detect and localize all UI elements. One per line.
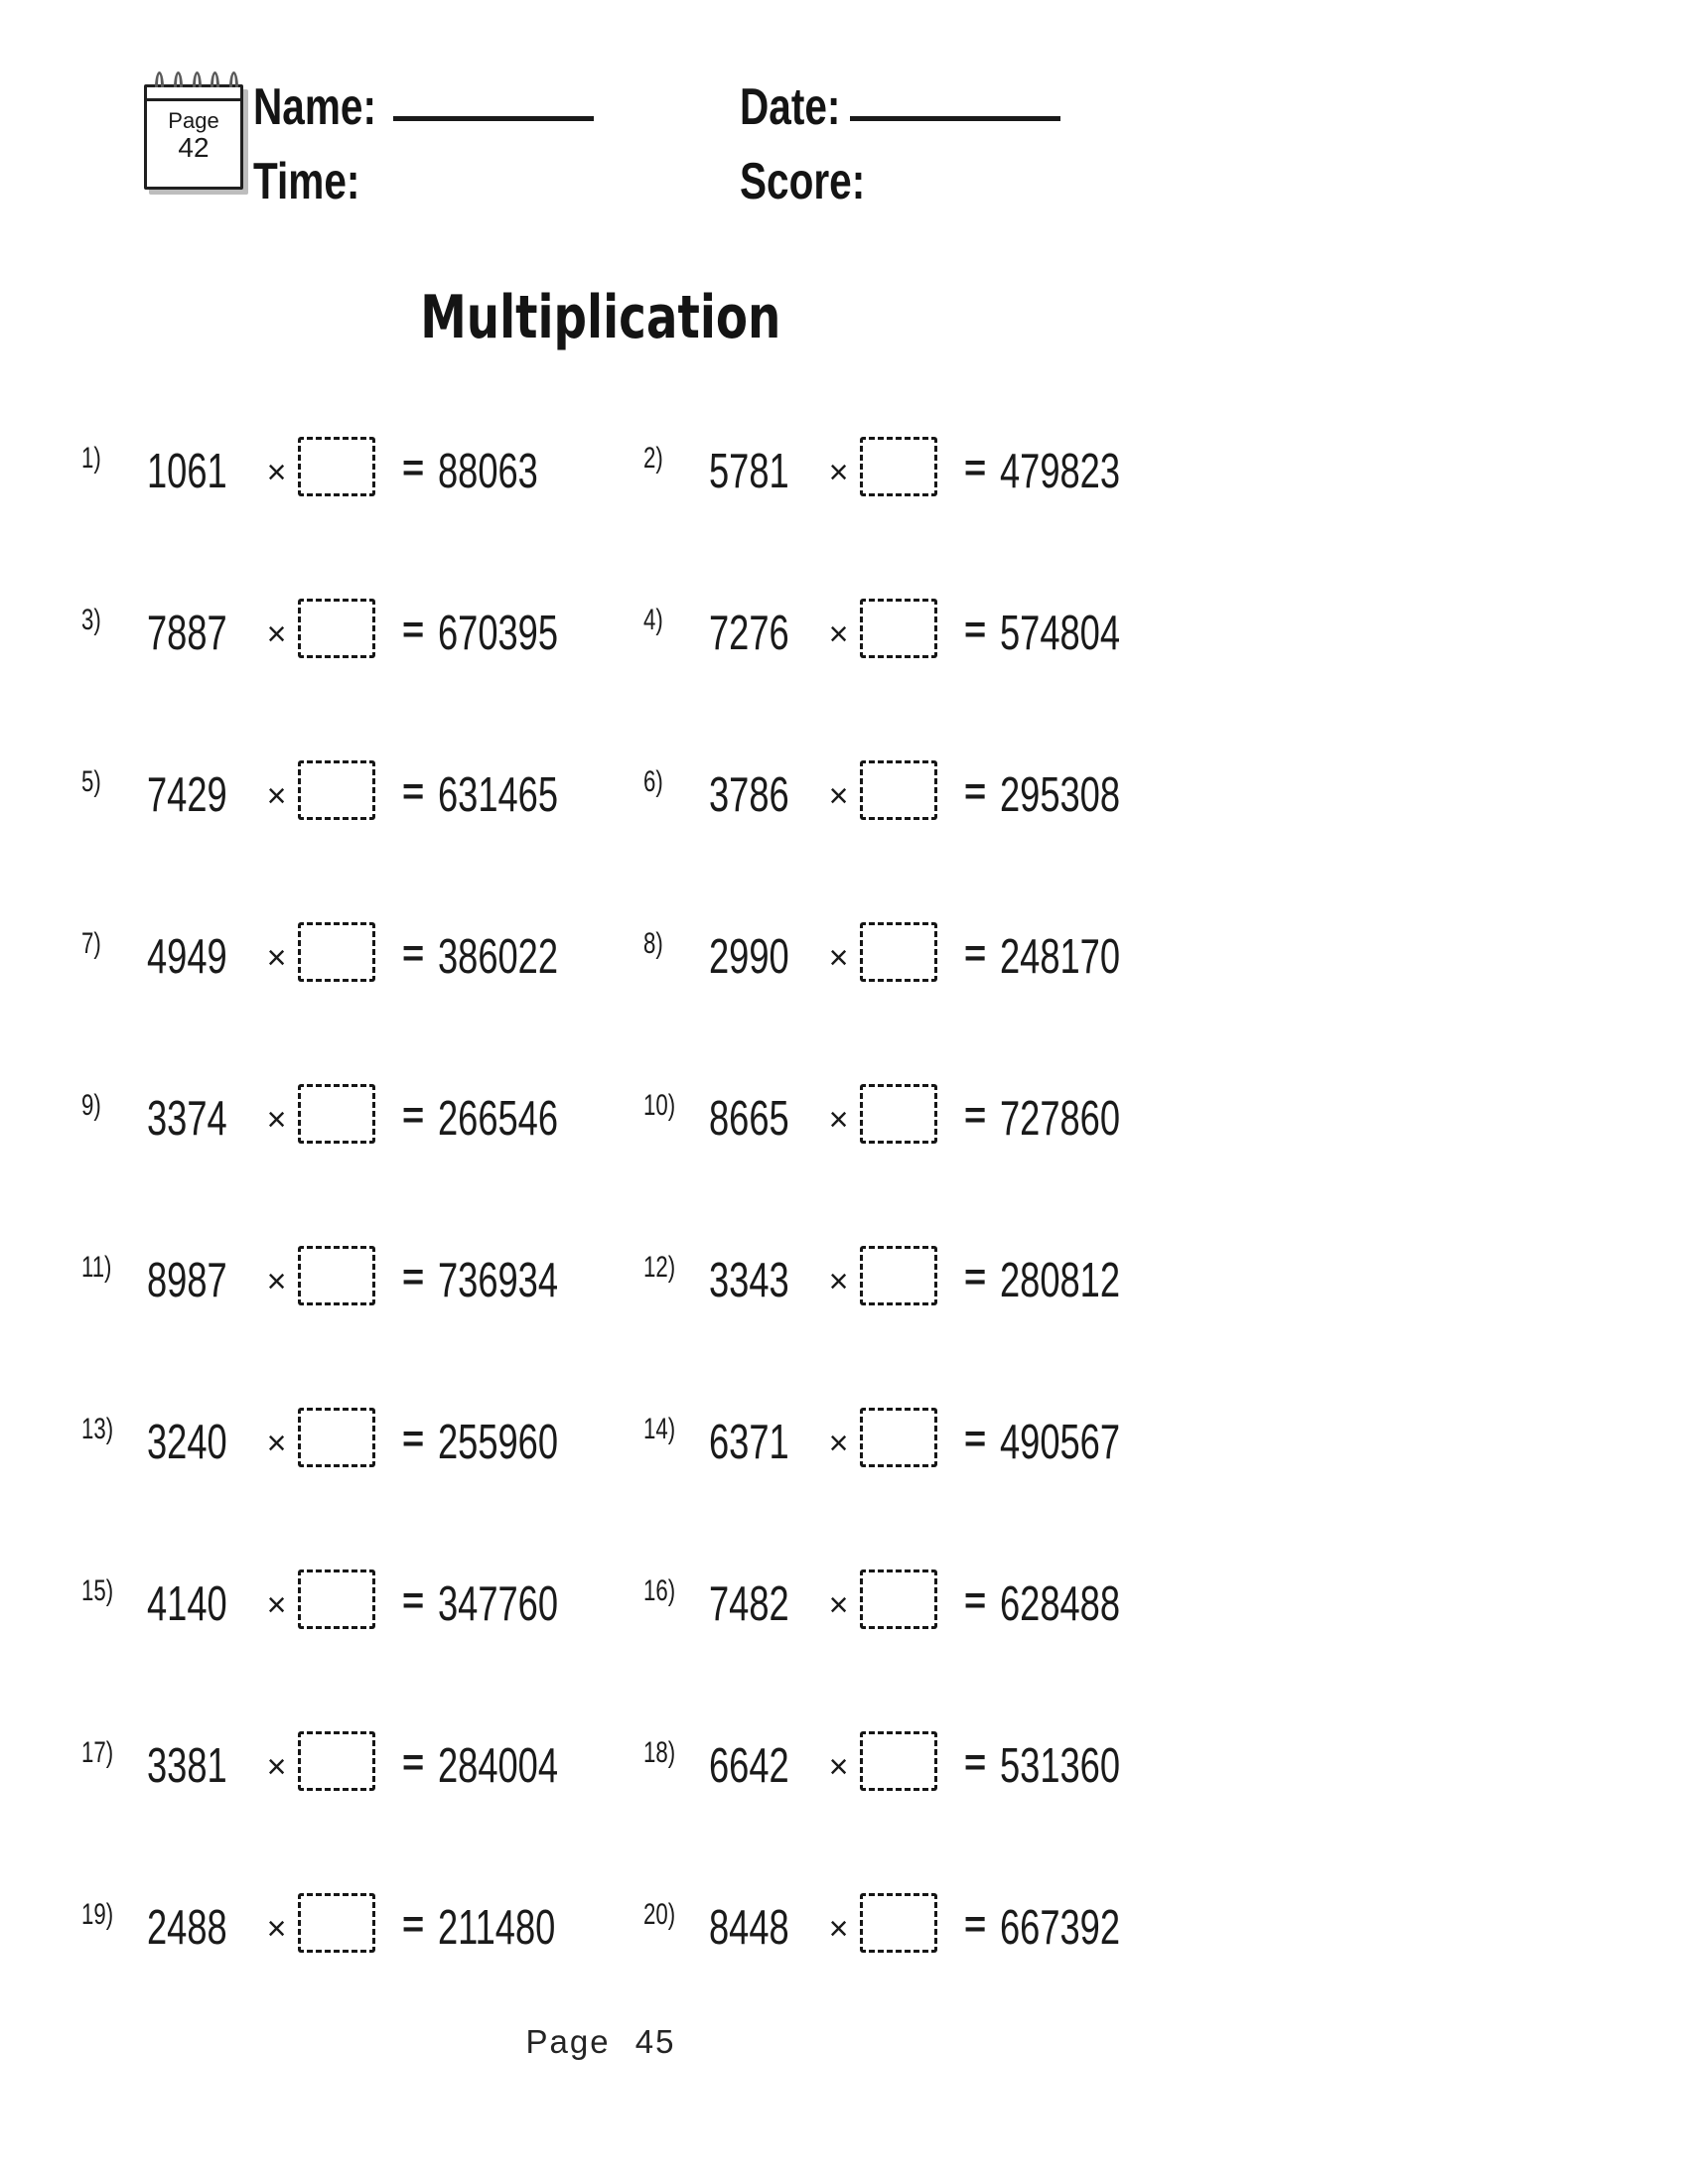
answer-box[interactable] bbox=[860, 599, 937, 658]
multiplicand: 3381 bbox=[147, 1738, 227, 1793]
equals-sign: = bbox=[402, 1580, 425, 1622]
product: 255960 bbox=[438, 1415, 559, 1469]
equals-sign: = bbox=[402, 771, 425, 813]
answer-box[interactable] bbox=[298, 437, 375, 496]
multiply-sign: × bbox=[828, 1586, 849, 1624]
multiplicand: 2488 bbox=[147, 1900, 227, 1955]
problem-number: 20) bbox=[643, 1897, 676, 1931]
problem-number: 7) bbox=[81, 926, 101, 960]
problem-number: 15) bbox=[81, 1573, 114, 1607]
problem-number: 16) bbox=[643, 1573, 676, 1607]
problem-row bbox=[643, 714, 1201, 876]
problem-number: 4) bbox=[643, 603, 663, 636]
score-label: Score: bbox=[740, 153, 866, 210]
multiply-sign: × bbox=[828, 1748, 849, 1786]
multiplicand: 7429 bbox=[147, 767, 227, 822]
equals-sign: = bbox=[964, 1742, 987, 1784]
multiplicand: 3240 bbox=[147, 1415, 227, 1469]
product: 295308 bbox=[1000, 767, 1121, 822]
problem-number: 14) bbox=[643, 1412, 676, 1445]
problem-number: 8) bbox=[643, 926, 663, 960]
problem-row bbox=[81, 390, 643, 552]
product: 667392 bbox=[1000, 1900, 1121, 1955]
multiply-sign: × bbox=[828, 1425, 849, 1462]
answer-box[interactable] bbox=[860, 922, 937, 982]
multiplicand: 7276 bbox=[709, 606, 789, 660]
date-blank-line[interactable] bbox=[850, 116, 1060, 121]
multiplicand: 3786 bbox=[709, 767, 789, 822]
multiplicand: 4949 bbox=[147, 929, 227, 984]
problem-number: 10) bbox=[643, 1088, 676, 1122]
multiplicand: 2990 bbox=[709, 929, 789, 984]
multiply-sign: × bbox=[828, 454, 849, 491]
page-footer: Page 45 bbox=[525, 2023, 676, 2060]
product: 280812 bbox=[1000, 1253, 1121, 1307]
problem-number: 5) bbox=[81, 764, 101, 798]
multiplicand: 6642 bbox=[709, 1738, 789, 1793]
problem-row bbox=[643, 390, 1201, 552]
answer-box[interactable] bbox=[298, 1084, 375, 1144]
multiplicand: 5781 bbox=[709, 444, 789, 498]
equals-sign: = bbox=[964, 1257, 987, 1298]
product: 727860 bbox=[1000, 1091, 1121, 1146]
equals-sign: = bbox=[964, 1419, 987, 1460]
problem-number: 19) bbox=[81, 1897, 114, 1931]
problem-number: 17) bbox=[81, 1735, 114, 1769]
problems-grid bbox=[81, 390, 1221, 2008]
equals-sign: = bbox=[964, 1904, 987, 1946]
product: 248170 bbox=[1000, 929, 1121, 984]
notepad-page-number: 42 bbox=[178, 132, 210, 164]
multiply-sign: × bbox=[266, 777, 287, 815]
page-title: Multiplication bbox=[420, 283, 781, 352]
product: 628488 bbox=[1000, 1576, 1121, 1631]
answer-box[interactable] bbox=[298, 760, 375, 820]
product: 386022 bbox=[438, 929, 559, 984]
answer-box[interactable] bbox=[860, 1893, 937, 1953]
multiply-sign: × bbox=[828, 1263, 849, 1300]
name-label: Name: bbox=[253, 78, 376, 136]
equals-sign: = bbox=[402, 1095, 425, 1137]
multiply-sign: × bbox=[266, 1101, 287, 1139]
answer-box[interactable] bbox=[298, 599, 375, 658]
equals-sign: = bbox=[964, 771, 987, 813]
answer-box[interactable] bbox=[298, 1570, 375, 1629]
problem-row bbox=[643, 1685, 1201, 1846]
multiply-sign: × bbox=[266, 1586, 287, 1624]
multiplicand: 7887 bbox=[147, 606, 227, 660]
equals-sign: = bbox=[964, 1580, 987, 1622]
multiply-sign: × bbox=[266, 454, 287, 491]
equals-sign: = bbox=[402, 1257, 425, 1298]
multiplicand: 8987 bbox=[147, 1253, 227, 1307]
product: 284004 bbox=[438, 1738, 559, 1793]
product: 490567 bbox=[1000, 1415, 1121, 1469]
problem-number: 13) bbox=[81, 1412, 114, 1445]
problem-row bbox=[81, 1361, 643, 1523]
problem-row bbox=[643, 552, 1201, 714]
equals-sign: = bbox=[402, 1904, 425, 1946]
answer-box[interactable] bbox=[298, 1893, 375, 1953]
problem-row bbox=[81, 1846, 643, 2008]
name-blank-line[interactable] bbox=[393, 116, 594, 121]
answer-box[interactable] bbox=[860, 437, 937, 496]
product: 88063 bbox=[438, 444, 538, 498]
multiply-sign: × bbox=[828, 615, 849, 653]
multiplicand: 3343 bbox=[709, 1253, 789, 1307]
time-label: Time: bbox=[253, 153, 360, 210]
notepad-rule bbox=[147, 98, 240, 101]
problem-row bbox=[643, 1846, 1201, 2008]
product: 479823 bbox=[1000, 444, 1121, 498]
multiply-sign: × bbox=[266, 1425, 287, 1462]
product: 531360 bbox=[1000, 1738, 1121, 1793]
problem-number: 18) bbox=[643, 1735, 676, 1769]
equals-sign: = bbox=[964, 610, 987, 651]
problem-number: 3) bbox=[81, 603, 101, 636]
answer-box[interactable] bbox=[860, 1570, 937, 1629]
equals-sign: = bbox=[964, 448, 987, 489]
product: 670395 bbox=[438, 606, 559, 660]
problem-row bbox=[643, 1523, 1201, 1685]
multiply-sign: × bbox=[828, 939, 849, 977]
equals-sign: = bbox=[402, 933, 425, 975]
answer-box[interactable] bbox=[298, 922, 375, 982]
answer-box[interactable] bbox=[860, 760, 937, 820]
equals-sign: = bbox=[402, 1419, 425, 1460]
equals-sign: = bbox=[964, 933, 987, 975]
problem-row bbox=[643, 876, 1201, 1037]
answer-box[interactable] bbox=[298, 1246, 375, 1305]
answer-box[interactable] bbox=[860, 1084, 937, 1144]
equals-sign: = bbox=[402, 1742, 425, 1784]
notepad-label bbox=[147, 109, 240, 164]
problem-number: 1) bbox=[81, 441, 101, 475]
problem-number: 2) bbox=[643, 441, 663, 475]
date-label: Date: bbox=[740, 78, 841, 136]
equals-sign: = bbox=[402, 610, 425, 651]
problem-row bbox=[81, 1199, 643, 1361]
product: 211480 bbox=[438, 1900, 556, 1955]
product: 574804 bbox=[1000, 606, 1121, 660]
multiplicand: 8448 bbox=[709, 1900, 789, 1955]
problem-row bbox=[81, 1037, 643, 1199]
problem-number: 11) bbox=[81, 1250, 112, 1284]
equals-sign: = bbox=[402, 448, 425, 489]
answer-box[interactable] bbox=[298, 1408, 375, 1467]
product: 266546 bbox=[438, 1091, 559, 1146]
multiply-sign: × bbox=[266, 615, 287, 653]
multiply-sign: × bbox=[828, 1101, 849, 1139]
multiply-sign: × bbox=[266, 1910, 287, 1948]
multiply-sign: × bbox=[266, 1748, 287, 1786]
product: 736934 bbox=[438, 1253, 559, 1307]
multiply-sign: × bbox=[266, 1263, 287, 1300]
answer-box[interactable] bbox=[298, 1731, 375, 1791]
product: 347760 bbox=[438, 1576, 559, 1631]
spiral-binding-icon bbox=[155, 71, 238, 87]
multiplicand: 6371 bbox=[709, 1415, 789, 1469]
answer-box[interactable] bbox=[860, 1246, 937, 1305]
multiply-sign: × bbox=[266, 939, 287, 977]
problem-row bbox=[81, 1685, 643, 1846]
notepad-icon bbox=[144, 84, 243, 190]
problem-row bbox=[643, 1361, 1201, 1523]
problem-row bbox=[81, 876, 643, 1037]
multiplicand: 7482 bbox=[709, 1576, 789, 1631]
problem-row bbox=[81, 1523, 643, 1685]
problem-row bbox=[81, 714, 643, 876]
problem-number: 6) bbox=[643, 764, 663, 798]
problem-row bbox=[643, 1037, 1201, 1199]
product: 631465 bbox=[438, 767, 559, 822]
multiplicand: 3374 bbox=[147, 1091, 227, 1146]
problem-row bbox=[81, 552, 643, 714]
multiplicand: 1061 bbox=[147, 444, 227, 498]
problem-row bbox=[643, 1199, 1201, 1361]
multiplicand: 4140 bbox=[147, 1576, 227, 1631]
answer-box[interactable] bbox=[860, 1408, 937, 1467]
multiply-sign: × bbox=[828, 1910, 849, 1948]
equals-sign: = bbox=[964, 1095, 987, 1137]
answer-box[interactable] bbox=[860, 1731, 937, 1791]
problem-number: 9) bbox=[81, 1088, 101, 1122]
multiplicand: 8665 bbox=[709, 1091, 789, 1146]
notepad-page-word: Page bbox=[168, 108, 219, 133]
multiply-sign: × bbox=[828, 777, 849, 815]
problem-number: 12) bbox=[643, 1250, 676, 1284]
